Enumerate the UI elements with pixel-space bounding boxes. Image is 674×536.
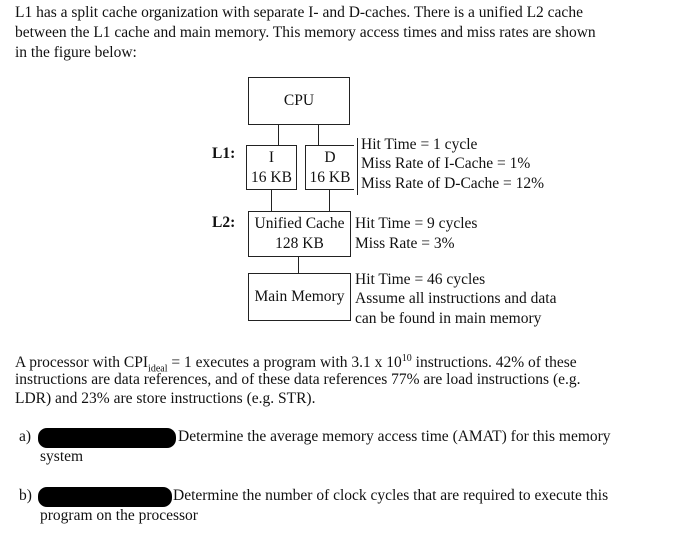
intro-line-1: L1 has a split cache organization with separate I- and D-caches. There is a unified L2 cache	[15, 4, 583, 21]
memory-note-2: can be found in main memory	[355, 310, 542, 327]
memory-note-1: Assume all instructions and data	[355, 290, 557, 307]
cpu-to-dcache-line	[318, 125, 319, 145]
main-memory-name: Main Memory	[254, 288, 345, 305]
l2-to-memory-line	[298, 257, 299, 273]
l1-miss-dcache: Miss Rate of D-Cache = 12%	[361, 175, 545, 192]
l2-miss-rate: Miss Rate = 3%	[355, 235, 455, 252]
question-a-label: a)	[19, 428, 32, 445]
l1-label: L1:	[212, 145, 236, 162]
processor-text-b: = 1 executes a program with 3.1 x 10	[167, 354, 402, 372]
question-b-label: b)	[19, 487, 32, 504]
question-a-continuation: system	[40, 448, 84, 465]
main-memory-box	[248, 273, 351, 321]
l2-cache-name: Unified Cache	[254, 215, 345, 232]
icache-size: 16 KB	[251, 169, 292, 186]
intro-line-3: in the figure below:	[15, 44, 137, 61]
l2-hit-time: Hit Time = 9 cycles	[355, 215, 478, 232]
memory-hit-time: Hit Time = 46 cycles	[355, 271, 486, 288]
icache-name: I	[268, 149, 275, 166]
question-a-text: Determine the average memory access time (AMAT) for this memory	[178, 428, 611, 445]
cpu-label: CPU	[283, 92, 315, 109]
l1-miss-icache: Miss Rate of I-Cache = 1%	[361, 155, 531, 172]
processor-text-a: A processor with CPI	[15, 354, 149, 372]
icache-box	[246, 145, 297, 190]
question-b-continuation: program on the processor	[40, 507, 198, 524]
cpu-box	[248, 77, 350, 125]
exponent-superscript: 10	[401, 353, 412, 364]
icache-to-l2-line	[271, 190, 272, 211]
l2-cache-box	[248, 211, 351, 257]
l1-hit-time: Hit Time = 1 cycle	[361, 136, 478, 153]
processor-line-2: instructions are data references, and of these data references 77% are load instructions (e.g.	[15, 371, 581, 388]
cpu-to-icache-line	[278, 125, 279, 145]
redaction-b	[38, 487, 172, 507]
l2-cache-size: 128 KB	[275, 235, 324, 252]
l2-label: L2:	[212, 214, 236, 231]
dcache-size: 16 KB	[309, 169, 351, 186]
processor-line-3: LDR) and 23% are store instructions (e.g. STR).	[15, 390, 316, 407]
dcache-name: D	[324, 149, 336, 166]
cpi-subscript: ideal	[148, 363, 168, 375]
processor-text-c: instructions. 42% of these	[411, 354, 577, 372]
l1-bracket	[354, 138, 358, 195]
intro-line-2: between the L1 cache and main memory. This memory access times and miss rates are shown	[15, 24, 596, 41]
redaction-a	[38, 428, 176, 448]
question-b-text: Determine the number of clock cycles that are required to execute this	[173, 487, 609, 504]
dcache-box	[305, 145, 355, 190]
dcache-to-l2-line	[329, 190, 330, 211]
